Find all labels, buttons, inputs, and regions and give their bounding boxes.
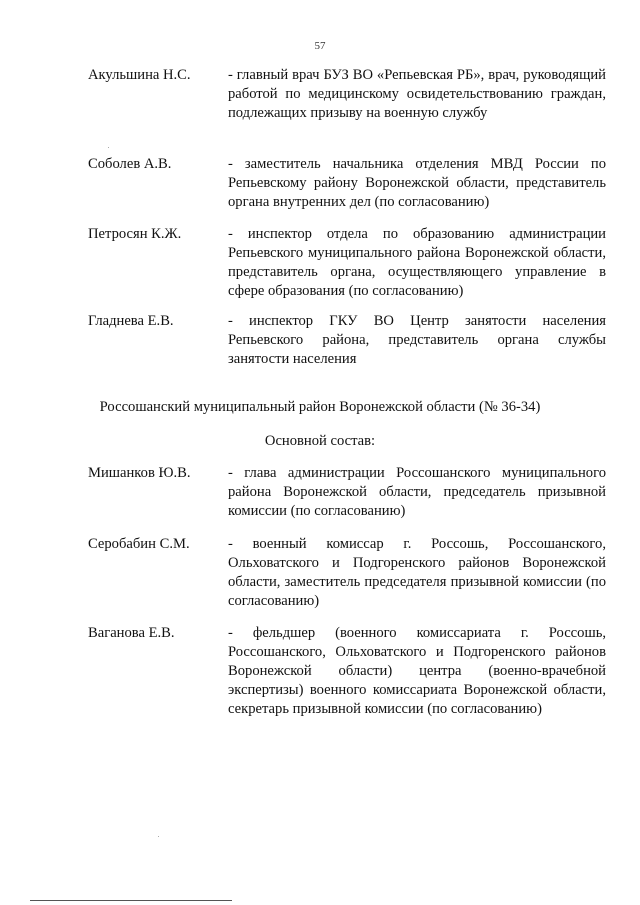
scan-speck	[158, 836, 159, 837]
footer-rule	[30, 900, 232, 901]
member-description: - глава администрации Россошанского муниципального района Воронежской области, председатель призывной комиссии (по согласованию)	[228, 465, 606, 519]
member-name: Ваганова Е.В.	[88, 625, 175, 641]
member-name: Серобабин С.М.	[88, 536, 190, 552]
member-name: Петросян К.Ж.	[88, 226, 182, 242]
member-description: - военный комиссар г. Россошь, Россошанского, Ольховатского и Подгоренского районов Воронежской области, заместитель председателя призывной комиссии (по согласованию)	[228, 536, 606, 609]
composition-subheading: Основной состав:	[264, 433, 376, 449]
member-name: Соболев А.В.	[88, 156, 172, 172]
member-description: - заместитель начальника отделения МВД России по Репьевскому району Воронежской области, представитель органа внутренних дел (по согласованию)	[228, 156, 606, 210]
member-name: Гладнева Е.В.	[88, 313, 174, 329]
page-number: 57	[314, 40, 326, 52]
member-name: Мишанков Ю.В.	[88, 465, 191, 481]
member-description: - инспектор отдела по образованию администрации Репьевского муниципального района Воронежской области, представитель органа, осуществляющего управление в сфере образования (по согласованию)	[228, 226, 606, 299]
member-description: - фельдшер (военного комиссариата г. Россошь, Россошанского, Ольховатского и Подгоренского районов Воронежской области) центра (военно-врачебной экспертизы) военного комиссариата Воронежской области, секретарь призывной комиссии (по согласованию)	[228, 625, 606, 717]
member-description: - главный врач БУЗ ВО «Репьевская РБ», врач, руководящий работой по медицинскому освидетельствованию граждан, подлежащих призыву на военную службу	[228, 67, 606, 121]
member-description: - инспектор ГКУ ВО Центр занятости населения Репьевского района, представитель органа службы занятости населения	[228, 313, 606, 367]
district-heading: Россошанский муниципальный район Воронежской области (№ 36-34)	[99, 399, 541, 415]
member-name: Акульшина Н.С.	[88, 67, 191, 83]
scan-speck	[108, 147, 109, 148]
